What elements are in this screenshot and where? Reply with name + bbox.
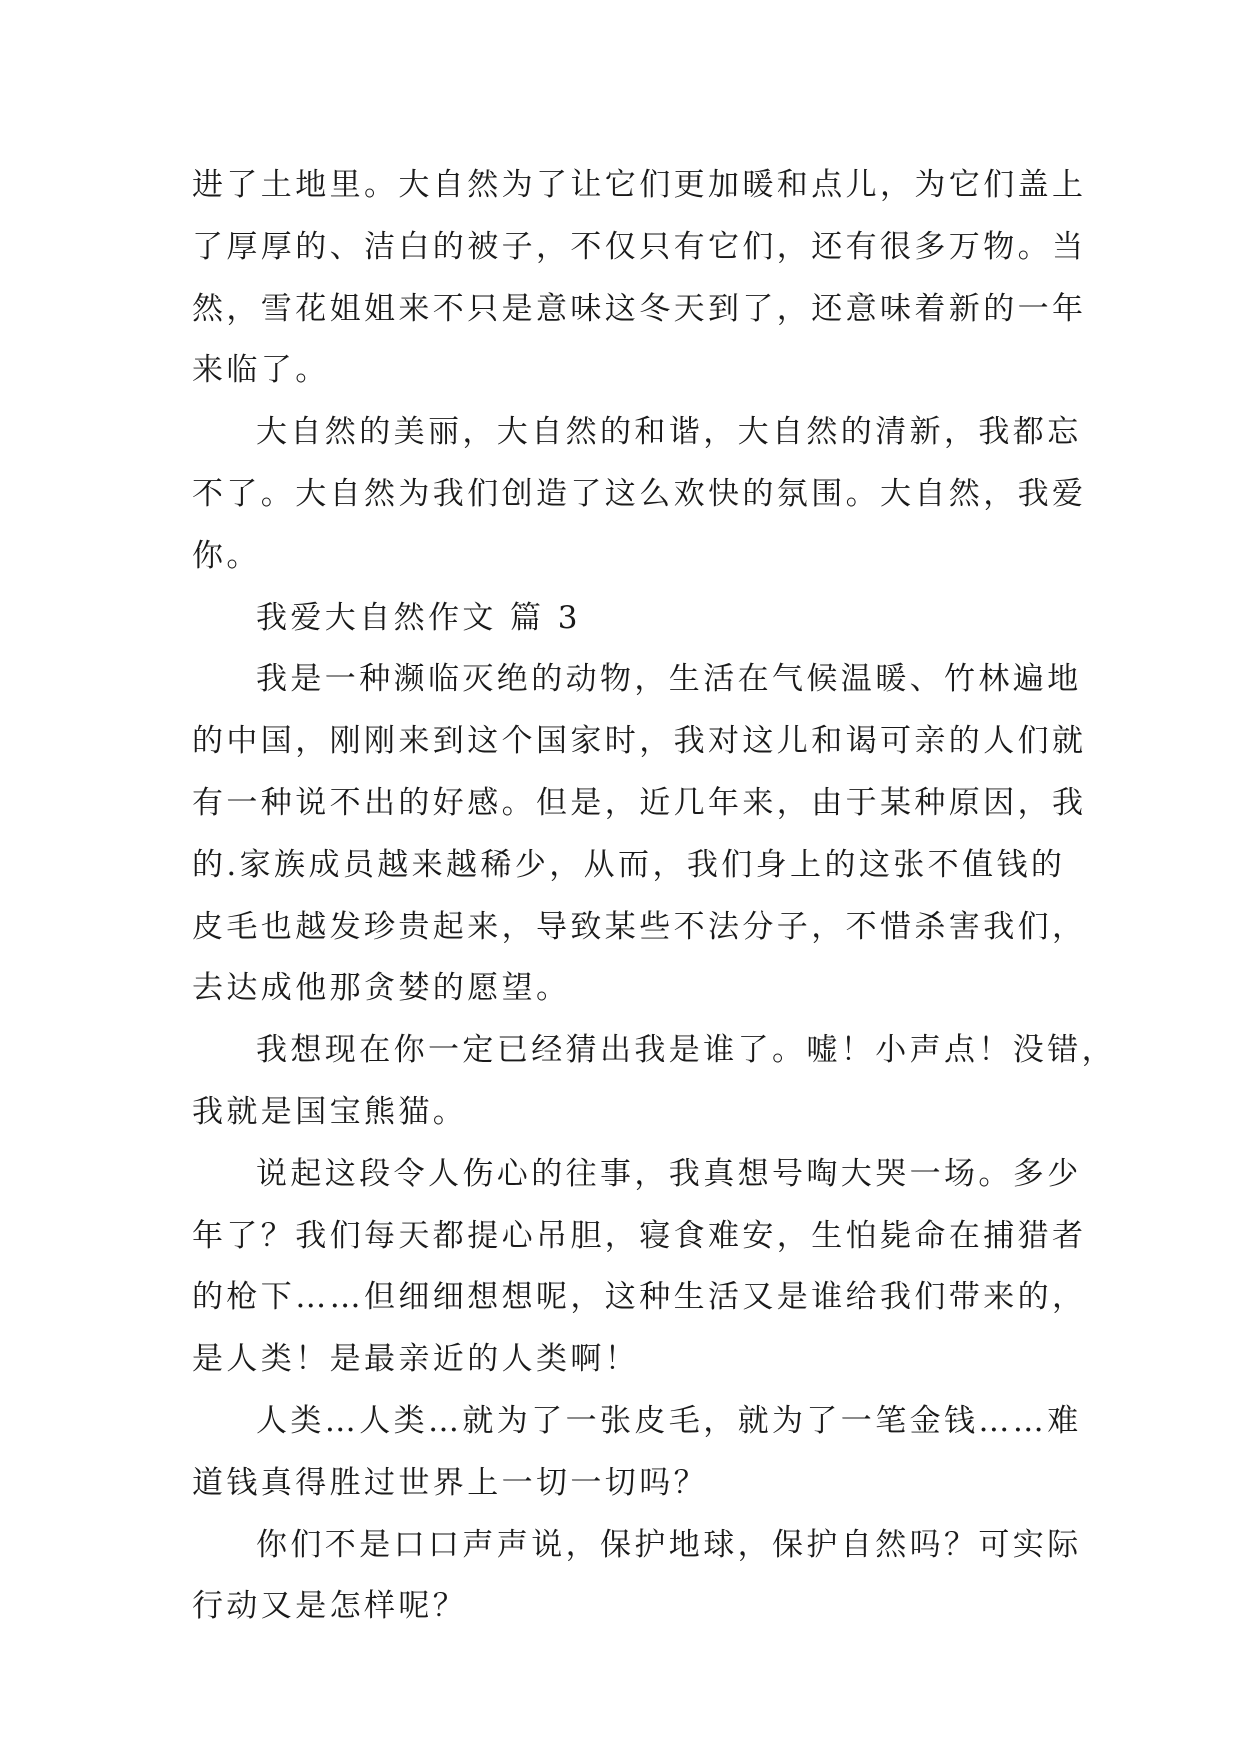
text-line: 了厚厚的、洁白的被子，不仅只有它们，还有很多万物。当: [192, 228, 1087, 265]
document-body: [192, 155, 1116, 1638]
text-line: 的枪下……但细细想想呢，这种生活又是谁给我们带来的，: [192, 1279, 1087, 1316]
text-line: 年了？我们每天都提心吊胆，寝食难安，生怕毙命在捕猎者: [192, 1217, 1087, 1254]
text-line: 说起这段令人伤心的往事，我真想号啕大哭一场。多少: [256, 1155, 1082, 1192]
text-line: 不了。大自然为我们创造了这么欢快的氛围。大自然，我爱: [192, 475, 1087, 512]
text-line: 的中国，刚刚来到这个国家时，我对这儿和谒可亲的人们就: [192, 723, 1087, 760]
text-line: 然，雪花姐姐来不只是意味这冬天到了，还意味着新的一年: [192, 290, 1087, 327]
text-line: 是人类！是最亲近的人类啊！: [192, 1341, 640, 1378]
text-line: 大自然的美丽，大自然的和谐，大自然的清新，我都忘: [256, 414, 1082, 451]
text-line: 有一种说不出的好感。但是，近几年来，由于某种原因，我: [192, 784, 1087, 821]
text-line: 去达成他那贪婪的愿望。: [192, 970, 571, 1007]
text-line: 我爱大自然作文 篇 3: [256, 599, 581, 636]
text-line: 你们不是口口声声说，保护地球，保护自然吗？可实际: [256, 1526, 1082, 1563]
text-line: 来临了。: [192, 352, 330, 389]
text-line: 我想现在你一定已经猜出我是谁了。嘘！小声点！没错，: [256, 1032, 1116, 1069]
text-line: 皮毛也越发珍贵起来，导致某些不法分子，不惜杀害我们，: [192, 908, 1087, 945]
text-line: 的.家族成员越来越稀少，从而，我们身上的这张不值钱的: [192, 846, 1066, 883]
text-line: 进了土地里。大自然为了让它们更加暖和点儿，为它们盖上: [192, 167, 1087, 203]
text-line: 你。: [192, 537, 261, 574]
text-line: 行动又是怎样呢？: [192, 1588, 468, 1625]
text-line: 我是一种濒临灭绝的动物，生活在气候温暖、竹林遍地: [256, 661, 1082, 698]
text-line: 我就是国宝熊猫。: [192, 1093, 468, 1130]
text-line: 人类…人类…就为了一张皮毛，就为了一笔金钱……难: [256, 1402, 1082, 1439]
text-line: 道钱真得胜过世界上一切一切吗？: [192, 1464, 708, 1501]
